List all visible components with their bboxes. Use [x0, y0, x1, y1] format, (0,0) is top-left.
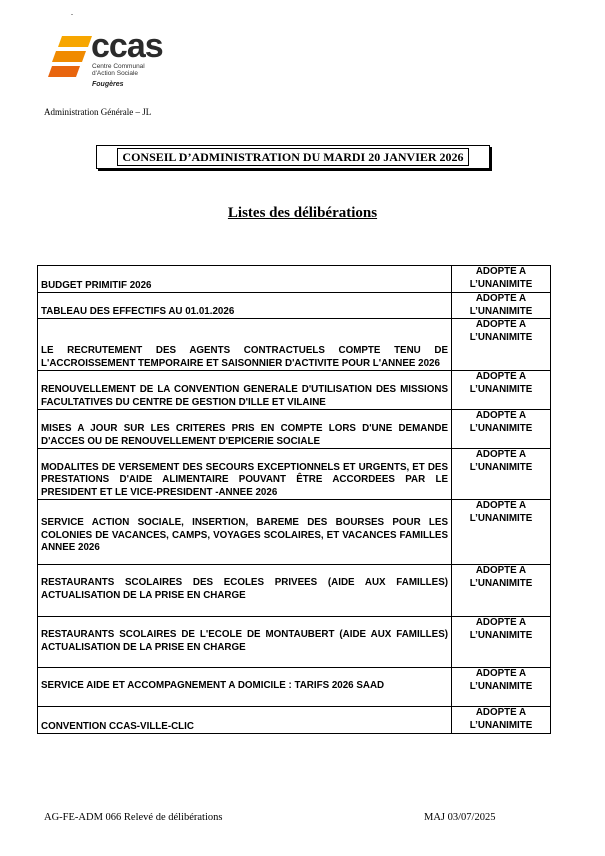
table-row — [38, 371, 551, 410]
status-line2: L’UNANIMITE — [469, 512, 533, 524]
deliberation-label: RESTAURANTS SCOLAIRES DES ECOLES PRIVEES (AIDE AUX FAMILLES) ACTUALISATION DE LA PRISE EN CHARGE — [38, 565, 452, 617]
meeting-title: CONSEIL D’ADMINISTRATION DU MARDI 20 JANVIER 2026 — [117, 148, 468, 166]
deliberation-label: TABLEAU DES EFFECTIFS AU 01.01.2026 — [38, 293, 452, 319]
deliberation-status — [452, 319, 551, 371]
ccas-logo — [48, 27, 208, 98]
status-line1: ADOPTE A — [475, 449, 527, 460]
status-line1: ADOPTE A — [475, 668, 527, 679]
status-line1: ADOPTE A — [475, 565, 527, 576]
deliberation-label: MODALITES DE VERSEMENT DES SECOURS EXCEPTIONNELS ET URGENTS, ET DES PRESTATIONS D'AIDE ALIMENTAIRE POUVANT ÊTRE ACCORDEES PAR LE PRESIDENT ET LE VICE-PRESIDENT -ANNEE 2026 — [38, 449, 452, 500]
deliberation-status — [452, 266, 551, 293]
status-line1: ADOPTE A — [475, 500, 527, 511]
status-line2: L’UNANIMITE — [469, 422, 533, 434]
logo-city: Fougères — [92, 81, 124, 88]
logo-subtitle — [92, 63, 145, 77]
stray-dot: . — [71, 8, 73, 17]
deliberation-status — [452, 410, 551, 449]
status-line1: ADOPTE A — [475, 707, 527, 718]
deliberation-label: SERVICE AIDE ET ACCOMPAGNEMENT A DOMICILE : TARIFS 2026 SAAD — [38, 668, 452, 707]
deliberations-table — [37, 265, 551, 734]
logo-subtitle-line1: Centre Communal — [92, 63, 145, 70]
status-line1: ADOPTE A — [475, 371, 527, 382]
meeting-title-box — [96, 145, 490, 169]
status-line1: ADOPTE A — [475, 410, 527, 421]
deliberation-status — [452, 371, 551, 410]
table-row — [38, 500, 551, 565]
deliberation-status — [452, 500, 551, 565]
deliberation-status — [452, 449, 551, 500]
deliberation-label: CONVENTION CCAS-VILLE-CLIC — [38, 707, 452, 734]
status-line2: L’UNANIMITE — [469, 305, 533, 317]
deliberation-status — [452, 565, 551, 617]
status-line2: L’UNANIMITE — [469, 383, 533, 395]
footer-reference: AG-FE-ADM 066 Relevé de délibérations — [44, 812, 223, 823]
table-row — [38, 319, 551, 371]
status-line2: L’UNANIMITE — [469, 680, 533, 692]
table-row — [38, 707, 551, 734]
deliberation-status — [452, 293, 551, 319]
status-line1: ADOPTE A — [475, 617, 527, 628]
deliberation-label: BUDGET PRIMITIF 2026 — [38, 266, 452, 293]
deliberation-status — [452, 707, 551, 734]
table-row — [38, 266, 551, 293]
status-line2: L’UNANIMITE — [469, 719, 533, 731]
deliberation-label: RENOUVELLEMENT DE LA CONVENTION GENERALE D'UTILISATION DES MISSIONS FACULTATIVES DU CENTRE DE GESTION D'ILLE ET VILAINE — [38, 371, 452, 410]
deliberation-label: RESTAURANTS SCOLAIRES DE L'ECOLE DE MONTAUBERT (AIDE AUX FAMILLES) ACTUALISATION DE LA PRISE EN CHARGE — [38, 617, 452, 668]
status-line1: ADOPTE A — [475, 266, 527, 277]
status-line2: L’UNANIMITE — [469, 278, 533, 290]
deliberation-label: SERVICE ACTION SOCIALE, INSERTION, BAREME DES BOURSES POUR LES COLONIES DE VACANCES, CAMPS, VOYAGES SCOLAIRES, ET VACANCES FAMILLES ANNEE 2026 — [38, 500, 452, 565]
status-line2: L’UNANIMITE — [469, 577, 533, 589]
status-line1: ADOPTE A — [475, 293, 527, 304]
table-row — [38, 410, 551, 449]
deliberation-label: LE RECRUTEMENT DES AGENTS CONTRACTUELS COMPTE TENU DE L'ACCROISSEMENT TEMPORAIRE ET SAISONNIER D'ACTIVITE POUR L'ANNEE 2026 — [38, 319, 452, 371]
table-row — [38, 449, 551, 500]
logo-wordmark: ccas — [91, 27, 163, 65]
status-line2: L’UNANIMITE — [469, 331, 533, 343]
logo-subtitle-line2: d'Action Sociale — [92, 70, 139, 77]
table-row — [38, 617, 551, 668]
table-row — [38, 565, 551, 617]
deliberation-status — [452, 617, 551, 668]
admin-line: Administration Générale – JL — [44, 107, 152, 117]
logo-swoosh-icon — [48, 34, 92, 86]
status-line1: ADOPTE A — [475, 319, 527, 330]
deliberation-label: MISES A JOUR SUR LES CRITERES PRIS EN COMPTE LORS D'UNE DEMANDE D'ACCES OU DE RENOUVELLEMENT D'EPICERIE SOCIALE — [38, 410, 452, 449]
deliberation-status — [452, 668, 551, 707]
list-title: Listes des délibérations — [227, 205, 378, 221]
status-line2: L’UNANIMITE — [469, 629, 533, 641]
status-line2: L’UNANIMITE — [469, 461, 533, 473]
footer-updated: MAJ 03/07/2025 — [424, 812, 496, 823]
table-row — [38, 668, 551, 707]
table-row — [38, 293, 551, 319]
